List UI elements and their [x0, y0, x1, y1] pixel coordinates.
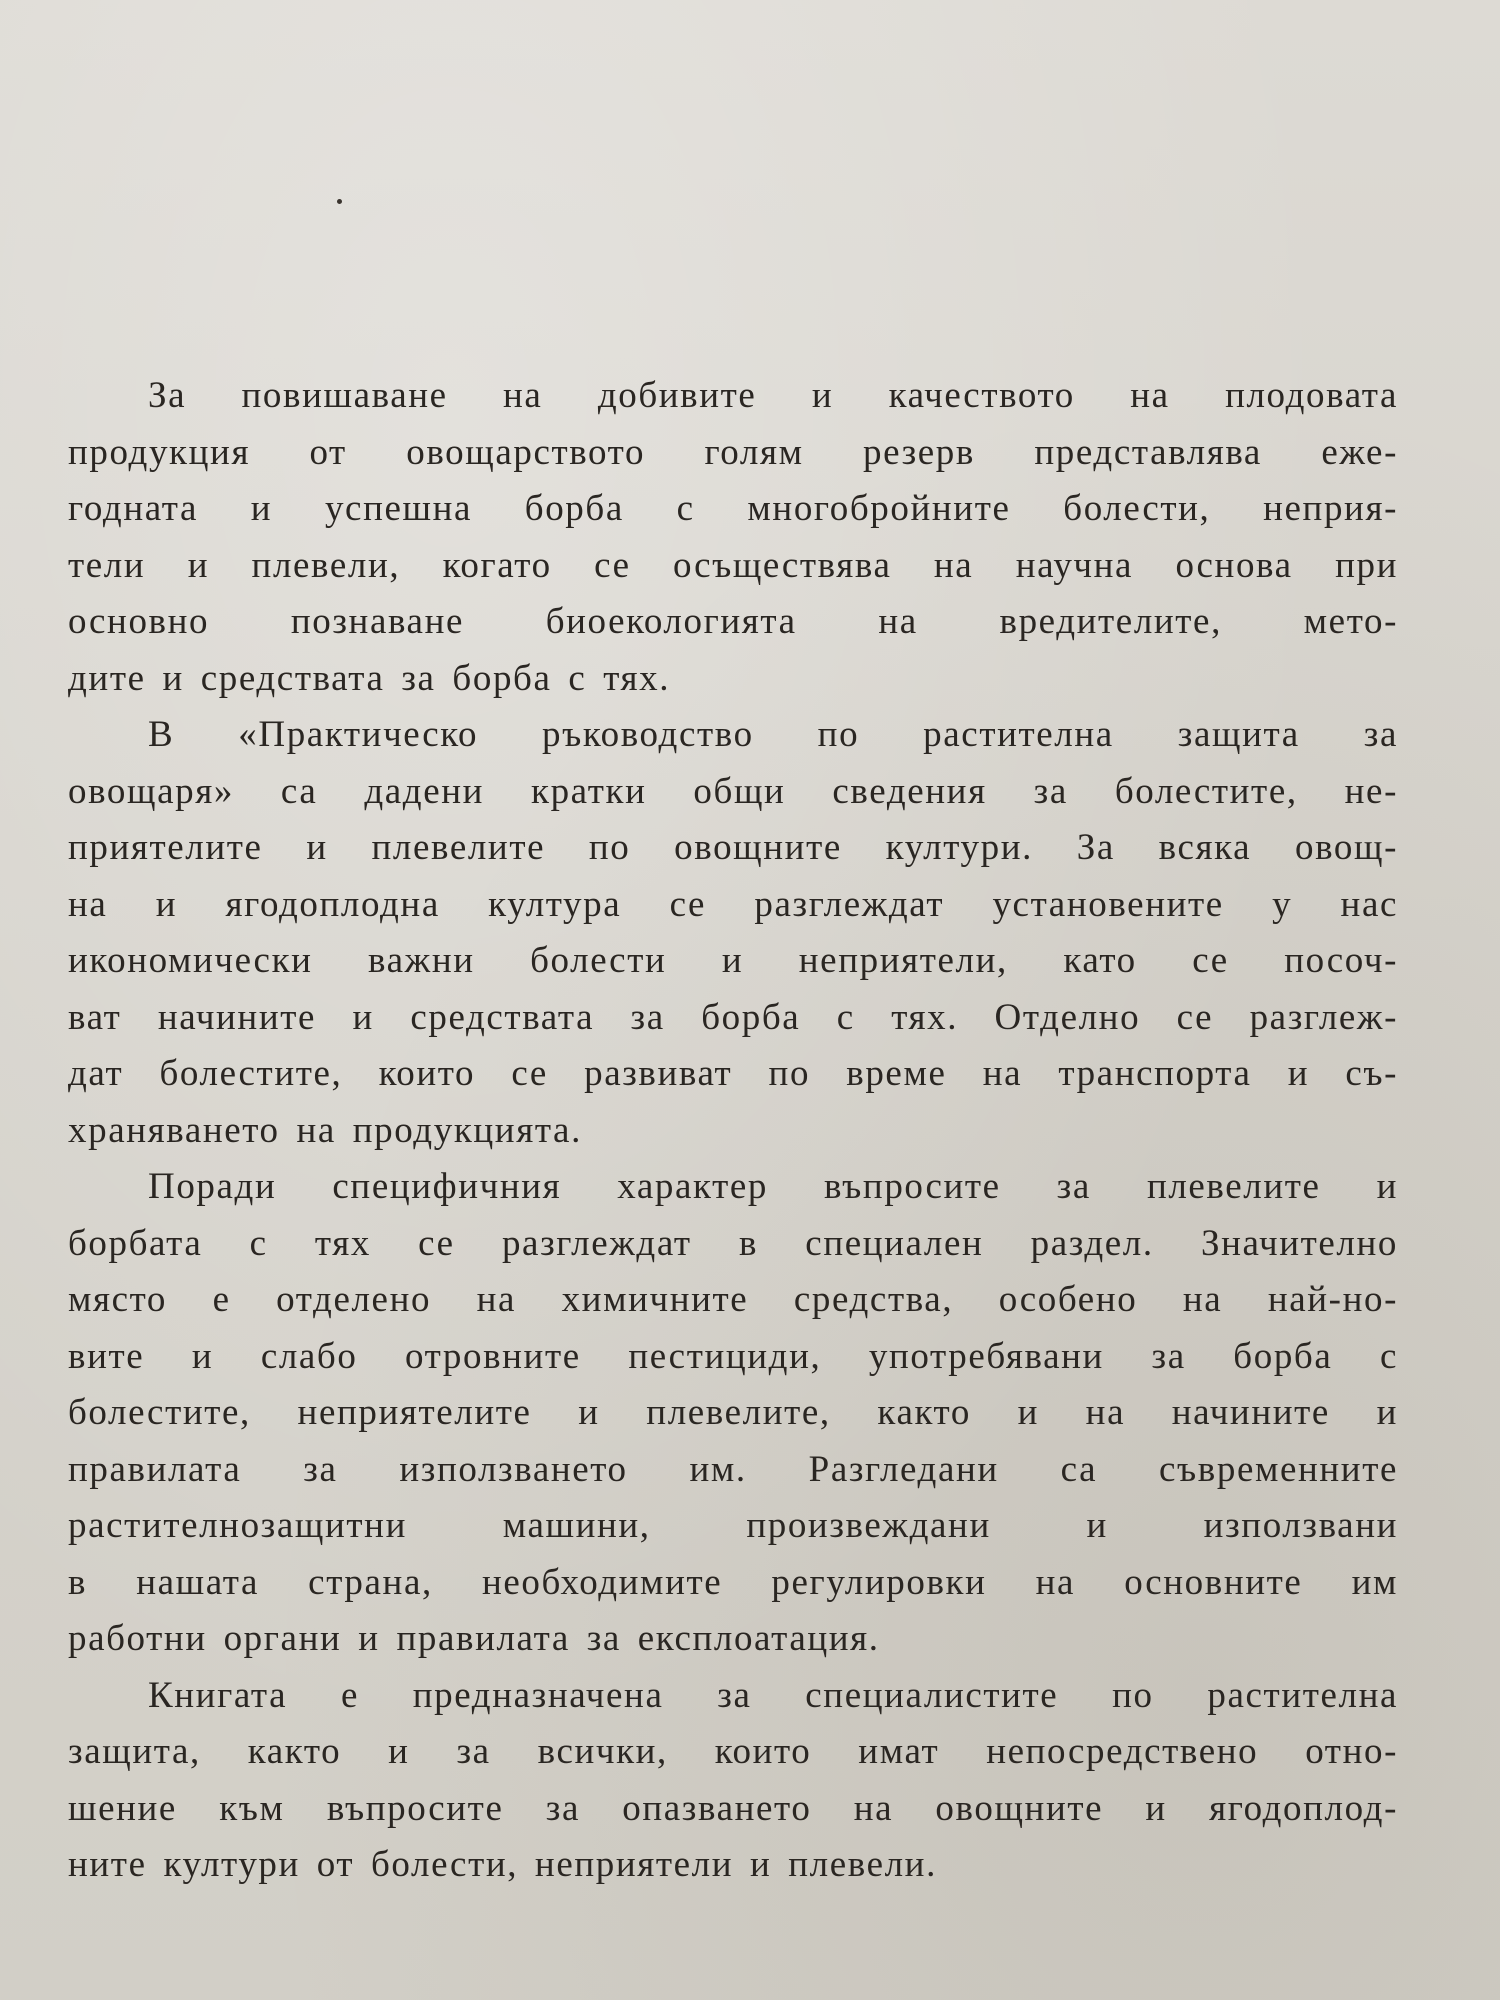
- text-line: За повишаване на добивите и качеството на плодовата: [148, 375, 1398, 416]
- text-line: В «Практическо ръководство по растителна защита за: [148, 714, 1398, 755]
- paragraph-3: [68, 1159, 1398, 1668]
- text-line: работни органи и правилата за експлоатация.: [68, 1618, 880, 1659]
- text-line: болестите, неприятелите и плевелите, както и на начините и: [68, 1392, 1398, 1433]
- text-line: храняването на продукцията.: [68, 1109, 582, 1151]
- text-line: в нашата страна, необходимите регулировки на основните им: [68, 1561, 1398, 1603]
- text-line: икономически важни болести и неприятели, като се посоч-: [68, 940, 1398, 981]
- text-line: дат болестите, които се развиват по време на транспорта и съ-: [68, 1053, 1398, 1094]
- paragraph-4: [68, 1668, 1398, 1894]
- text-line: борбата с тях се разглеждат в специален раздел. Значително: [68, 1222, 1398, 1264]
- text-line: на и ягодоплодна култура се разглеждат установените у нас: [68, 883, 1398, 925]
- text-line: вите и слабо отровните пестициди, употребявани за борба с: [68, 1335, 1398, 1377]
- text-line: Поради специфичния характер въпросите за плевелите и: [148, 1166, 1398, 1207]
- text-line: годната и успешна борба с многобройните болести, неприя-: [68, 488, 1398, 529]
- text-line: шение към въпросите за опазването на овощните и ягодоплод-: [68, 1787, 1398, 1829]
- text-line: Книгата е предназначена за специалистите по растителна: [148, 1674, 1398, 1716]
- text-line: ват начините и средствата за борба с тях. Отделно се разглеж-: [68, 996, 1398, 1038]
- text-line: дите и средствата за борба с тях.: [68, 657, 671, 699]
- paragraph-1: [68, 368, 1398, 707]
- text-line: правилата за използването им. Разгледани са съвременните: [68, 1448, 1398, 1490]
- text-line: приятелите и плевелите по овощните култури. За всяка овощ-: [68, 827, 1398, 868]
- text-line: ните култури от болести, неприятели и плевели.: [68, 1844, 937, 1885]
- text-line: овощаря» са дадени кратки общи сведения за болестите, не-: [68, 770, 1398, 812]
- text-line: основно познаване биоекологията на вредителите, мето-: [68, 601, 1398, 642]
- ink-speck: [337, 199, 342, 204]
- paragraph-2: [68, 707, 1398, 1159]
- text-line: растителнозащитни машини, произвеждани и използвани: [68, 1505, 1398, 1546]
- text-line: продукция от овощарството голям резерв представлява еже-: [68, 431, 1398, 473]
- text-line: тели и плевели, когато се осъществява на научна основа при: [68, 544, 1398, 586]
- text-line: място е отделено на химичните средства, особено на най-но-: [68, 1279, 1398, 1320]
- text-line: защита, както и за всички, които имат непосредствено отно-: [68, 1731, 1398, 1772]
- preface-text: [68, 368, 1398, 1894]
